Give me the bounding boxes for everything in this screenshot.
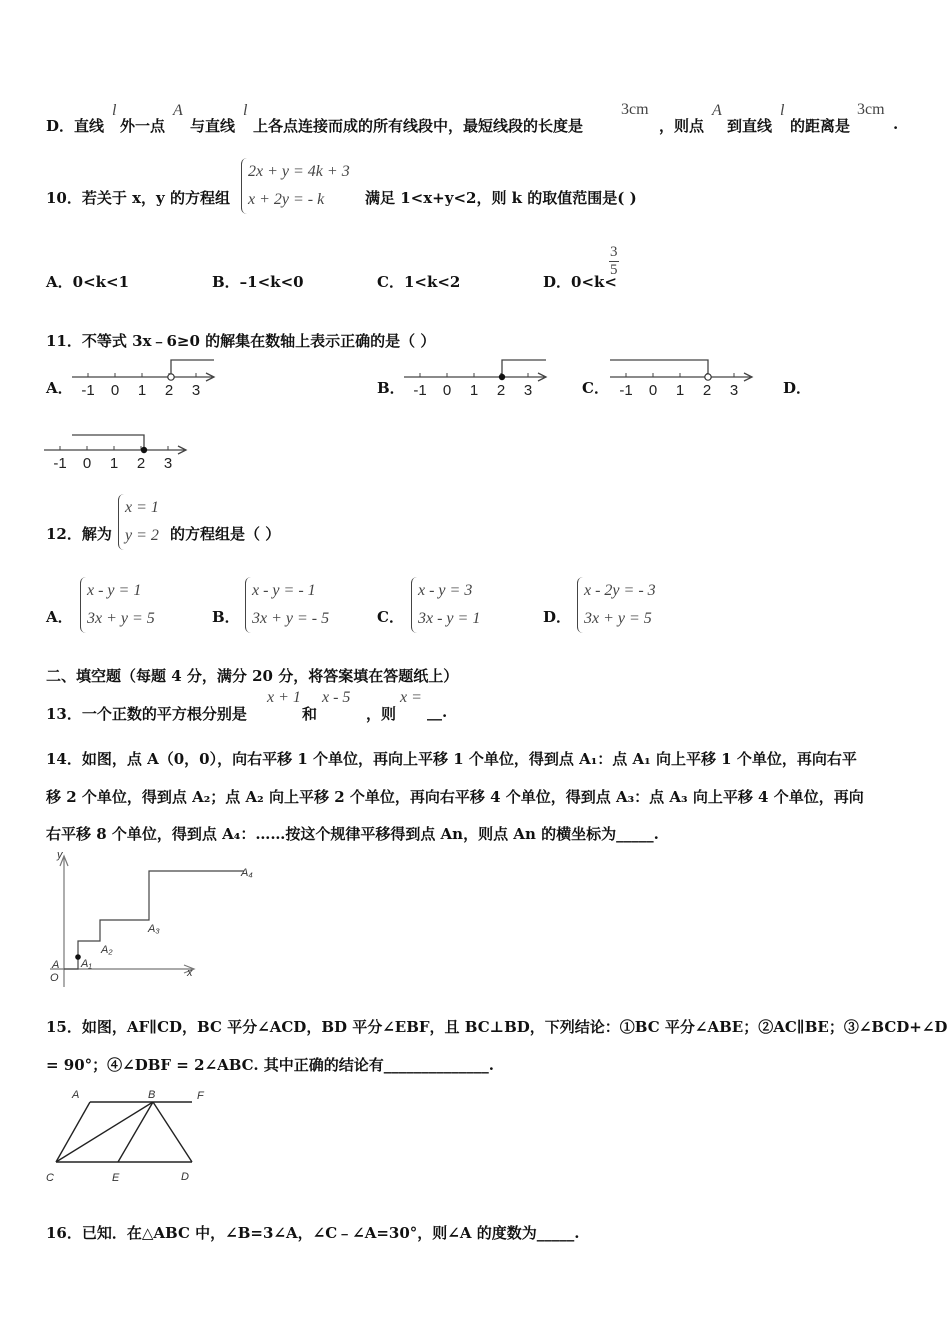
point-a-label: A [72, 1089, 80, 1101]
q10-fraction-numerator: 3 [610, 244, 618, 260]
q15-line-1: 15．如图，AF∥CD，BC 平分∠ACD，BD 平分∠EBF，且 BC⊥BD，下列结论：①BC 平分∠ABE；②AC∥BE；③∠BCD+∠D [46, 1018, 948, 1036]
q12-option-a-system [80, 577, 155, 633]
tick-label: 3 [191, 382, 201, 399]
point-c-label: C [46, 1172, 54, 1184]
y-axis-label: y [57, 850, 63, 861]
tick-label: 2 [496, 382, 506, 399]
step-path [64, 871, 244, 969]
q10-fraction-denominator: 5 [610, 262, 618, 278]
q12-option-a-label: A． [46, 608, 73, 626]
q12-option-c-eq2: 3x - y = 1 [418, 610, 481, 627]
q9d-point-a: A [173, 102, 183, 119]
q14-line-1: 14．如图，点 A（0，0），向右平移 1 个单位，再向上平移 1 个单位，得到点 A₁：点 A₁ 向上平移 1 个单位，再向右平 [46, 750, 857, 768]
point-a4-label: A₄ [241, 867, 253, 879]
q9d-length-2: 3cm [857, 101, 885, 118]
tick-label: 0 [442, 382, 452, 399]
question-16: 16．已知．在△ABC 中，∠B=3∠A，∠C﹣∠A=30°，则∠A 的度数为_____. [46, 1224, 580, 1242]
tick-label: 2 [136, 455, 146, 472]
number-line-d [42, 428, 192, 473]
tick-label: 0 [110, 382, 120, 399]
x-axis-label: x [187, 967, 193, 979]
q9d-text-5: 到直线 [727, 117, 773, 135]
q9d-length-1: 3cm [621, 101, 649, 118]
q11-stem: 11．不等式 3x﹣6≥0 的解集在数轴上表示正确的是（ ） [46, 332, 436, 350]
tick-label: 1 [675, 382, 685, 399]
tick-label: 1 [137, 382, 147, 399]
q15-figure [42, 1086, 217, 1186]
segment-ac [56, 1102, 90, 1162]
q13-expr-3: x = [400, 689, 422, 706]
tick-label: 1 [469, 382, 479, 399]
q12-option-d-eq1: x - 2y = - 3 [584, 582, 656, 599]
q13-expr-1: x + 1 [267, 689, 301, 706]
q9d-line-l-2: l [243, 102, 248, 119]
q12-option-b-eq2: 3x + y = - 5 [252, 610, 330, 627]
q11-label-d: D． [783, 379, 812, 397]
point-a1-dot [75, 954, 81, 960]
q12-option-c-label: C． [377, 608, 404, 626]
tick-label: 3 [729, 382, 739, 399]
q13-prefix: 13．一个正数的平方根分别是 [46, 705, 247, 723]
point-a1-label: A₁ [81, 958, 92, 970]
q10-eq1: 2x + y = 4k + 3 [248, 163, 350, 180]
q13-blank: __. [427, 703, 448, 721]
tick-label: 0 [82, 455, 92, 472]
q9d-text-6: 的距离是 [790, 117, 851, 135]
tick-label: 0 [648, 382, 658, 399]
number-line-b [402, 355, 552, 400]
q12-option-a-eq1: x - y = 1 [87, 582, 142, 599]
q12-sol2: y = 2 [125, 527, 159, 544]
q10-suffix: 满足 1<x+y<2，则 k 的取值范围是( ) [365, 189, 637, 207]
origin-label: O [50, 972, 59, 984]
q13-expr-2: x - 5 [322, 689, 351, 706]
q9d-text-1: 外一点 [120, 117, 166, 135]
q14-figure [44, 850, 259, 990]
q12-suffix: 的方程组是（ ） [170, 525, 281, 543]
q11-label-c: C． [582, 379, 609, 397]
tick-label: -1 [413, 382, 427, 399]
filled-dot-icon [499, 374, 505, 380]
number-line-c [608, 355, 758, 400]
q11-label-a: A． [46, 379, 73, 397]
q12-option-a-eq2: 3x + y = 5 [87, 610, 155, 627]
q11-label-b: B． [377, 379, 405, 397]
point-a3-label: A₃ [148, 923, 160, 935]
q9d-label: D．直线 [46, 117, 105, 135]
point-e-label: E [112, 1172, 120, 1184]
q13-then: ，则 [366, 705, 397, 723]
tick-label: -1 [53, 455, 67, 472]
point-a-label: A [52, 959, 60, 971]
q12-solution-system [118, 494, 159, 550]
tick-label: 3 [523, 382, 533, 399]
filled-dot-icon [141, 447, 147, 453]
q9d-text-2: 与直线 [190, 117, 236, 135]
segment-bc [56, 1102, 153, 1162]
q12-sol1: x = 1 [125, 499, 159, 516]
q12-option-c-system [411, 577, 480, 633]
open-circle-icon [168, 374, 174, 380]
q9d-point-a-2: A [712, 102, 722, 119]
q12-prefix: 12．解为 [46, 525, 112, 543]
tick-label: -1 [619, 382, 633, 399]
q10-option-d-fraction [609, 244, 619, 279]
q9d-text-4: ，则点 [659, 117, 705, 135]
q9d-line-l-3: l [780, 102, 785, 119]
q15-line-2: = 90°；④∠DBF = 2∠ABC. 其中正确的结论有______________. [46, 1056, 495, 1074]
q9d-text-3: 上各点连接而成的所有线段中，最短线段的长度是 [253, 117, 584, 135]
segment-bd [153, 1102, 192, 1162]
section-2-heading: 二、填空题（每题 4 分，满分 20 分，将答案填在答题纸上） [46, 667, 459, 685]
q10-option-c: C．1<k<2 [377, 273, 461, 291]
q10-option-b: B．–1<k<0 [212, 273, 304, 291]
number-line-a [70, 355, 220, 400]
tick-label: 2 [702, 382, 712, 399]
point-f-label: F [197, 1090, 204, 1102]
q10-eq2: x + 2y = - k [248, 191, 325, 208]
q10-option-a: A．0<k<1 [46, 273, 130, 291]
tick-label: 1 [109, 455, 119, 472]
tick-label: -1 [81, 382, 95, 399]
q9d-end: . [893, 115, 899, 133]
q10-option-d: D．0<k< [543, 273, 617, 291]
q12-option-b-eq1: x - y = - 1 [252, 582, 316, 599]
q9d-line-l: l [112, 102, 117, 119]
q10-equation-system [241, 158, 350, 214]
point-a2-label: A₂ [101, 944, 113, 956]
q12-option-d-system [577, 577, 656, 633]
q12-option-d-eq2: 3x + y = 5 [584, 610, 652, 627]
tick-label: 3 [163, 455, 173, 472]
q12-option-b-label: B． [212, 608, 240, 626]
open-circle-icon [705, 374, 711, 380]
q12-option-d-label: D． [543, 608, 572, 626]
point-d-label: D [181, 1171, 189, 1183]
segment-be [118, 1102, 153, 1162]
tick-label: 2 [164, 382, 174, 399]
q12-option-c-eq1: x - y = 3 [418, 582, 473, 599]
q12-option-b-system [245, 577, 329, 633]
q13-and: 和 [302, 705, 318, 723]
q10-prefix: 10．若关于 x，y 的方程组 [46, 189, 230, 207]
q14-line-3: 右平移 8 个单位，得到点 A₄：……按这个规律平移得到点 An，则点 An 的横坐标为_____. [46, 825, 659, 843]
q14-line-2: 移 2 个单位，得到点 A₂；点 A₂ 向上平移 2 个单位，再向右平移 4 个单位，得到点 A₃：点 A₃ 向上平移 4 个单位，再向 [46, 788, 864, 806]
point-b-label: B [148, 1089, 156, 1101]
